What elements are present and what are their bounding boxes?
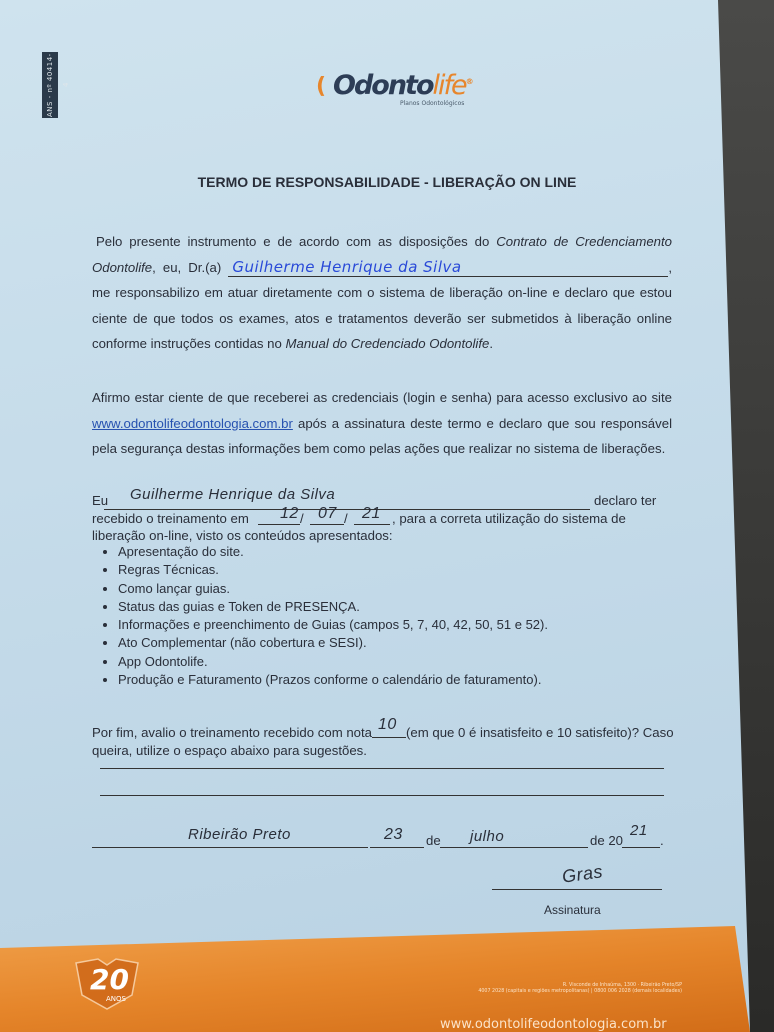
suggestion-line-1[interactable]: [100, 760, 664, 769]
list-item: • Status das guias e Token de PRESENÇA.: [118, 598, 548, 616]
list-item: • Informações e preenchimento de Guias (campos 5, 7, 40, 42, 50, 51 e 52).: [118, 616, 548, 634]
logo-odonto: Odonto: [333, 70, 433, 101]
declaro-label: declaro ter: [594, 493, 657, 508]
manual-name: Manual do Credenciado Odontolife: [285, 336, 490, 351]
recebido-label: recebido o treinamento em: [92, 511, 249, 526]
list-item: • Apresentação do site.: [118, 543, 548, 561]
paragraph-declaration: Pelo presente instrumento e de acordo com as disposições do Contrato de Credenciamento Odontolife, eu, Dr.(a) Guilherme Henrique da Silva , me responsabilizo em atuar diretamente com o sistema de liberação on-line e declaro que estou ciente de que todos os exames, atos e tratamentos deverão ser submetidos à liberação online conforme instruções contidas no Manual do Credenciado Odontolife.: [92, 234, 672, 351]
logo-subtitle: Planos Odontológicos: [400, 100, 465, 107]
footer-address: R. Visconde de Inhaúma, 1300 · Ribeirão Preto/SP: [562, 983, 682, 988]
site-link[interactable]: www.odontolifeodontologia.com.br: [92, 415, 293, 431]
anos-badge: [72, 955, 142, 1011]
training-month-field[interactable]: 07: [318, 505, 337, 522]
signing-month-field[interactable]: julho: [470, 828, 505, 845]
anos-label: ANOS: [106, 995, 126, 1003]
training-year-field[interactable]: 21: [362, 505, 381, 522]
suggestion-line-2[interactable]: [100, 787, 664, 796]
anos-number: 20: [90, 963, 129, 996]
paragraph-credentials: Afirmo estar ciente de que receberei as credenciais (login e senha) para acesso exclusivo ao site www.odontolifeodontologia.com.br após a assinatura deste termo e declaro que sou responsável pela segurança destas informações bem como pelas ações que realizar no sistema de liberações.: [92, 390, 672, 456]
signature-label: Assinatura: [544, 903, 601, 917]
para-label: , para a correta utilização do sistema de: [392, 511, 626, 526]
logo-life: life: [432, 70, 466, 101]
nota-label: Por fim, avalio o treinamento recebido com nota: [92, 725, 373, 740]
list-item: • App Odontolife.: [118, 653, 548, 671]
footer-url[interactable]: www.odontolifeodontologia.com.br: [440, 1017, 667, 1032]
list-item: • Produção e Faturamento (Prazos conforme o calendário de faturamento).: [118, 671, 548, 689]
logo-swoosh-icon: (: [316, 74, 327, 99]
nota-field[interactable]: 10: [378, 716, 397, 733]
footer-contact: [400, 983, 682, 995]
de-label-1: de: [426, 833, 441, 848]
liberacao-label: liberação on-line, visto os conteúdos apresentados:: [92, 528, 393, 543]
ans-tag: ANS - nº 40414-4: [42, 52, 58, 118]
signing-year-field[interactable]: 21: [630, 822, 648, 839]
de-label-2: de 20: [590, 833, 624, 848]
training-day-field[interactable]: 12: [280, 505, 299, 522]
eu-label: Eu: [92, 493, 109, 508]
logo-registered: ®: [465, 77, 472, 86]
training-topics-list: [98, 543, 548, 689]
trainee-name-field[interactable]: Guilherme Henrique da Silva: [130, 486, 336, 503]
signature-line[interactable]: [492, 875, 662, 890]
contract-name: Contrato de Credenciamento Odontolife: [92, 234, 672, 275]
nota-scale-label: (em que 0 é insatisfeito e 10 satisfeito)? Caso: [406, 725, 674, 740]
odontolife-logo: [316, 68, 472, 108]
document-title: TERMO DE RESPONSABILIDADE - LIBERAÇÃO ON LINE: [197, 174, 577, 190]
list-item: • Regras Técnicas.: [118, 561, 548, 579]
list-item: • Ato Complementar (não cobertura e SESI).: [118, 634, 548, 652]
signing-month-line: [440, 833, 588, 848]
signature-mark: Gras: [560, 861, 605, 887]
list-item: • Como lançar guias.: [118, 580, 548, 598]
city-field[interactable]: Ribeirão Preto: [188, 826, 291, 843]
sugestoes-label: queira, utilize o espaço abaixo para sugestões.: [92, 743, 367, 758]
footer-phones: 4007 2028 (capitais e regiões metropolitanas) | 0800 006 2028 (demais localidades): [478, 989, 682, 994]
signing-day-field[interactable]: 23: [384, 826, 403, 843]
doctor-name-field[interactable]: Guilherme Henrique da Silva: [228, 259, 668, 277]
